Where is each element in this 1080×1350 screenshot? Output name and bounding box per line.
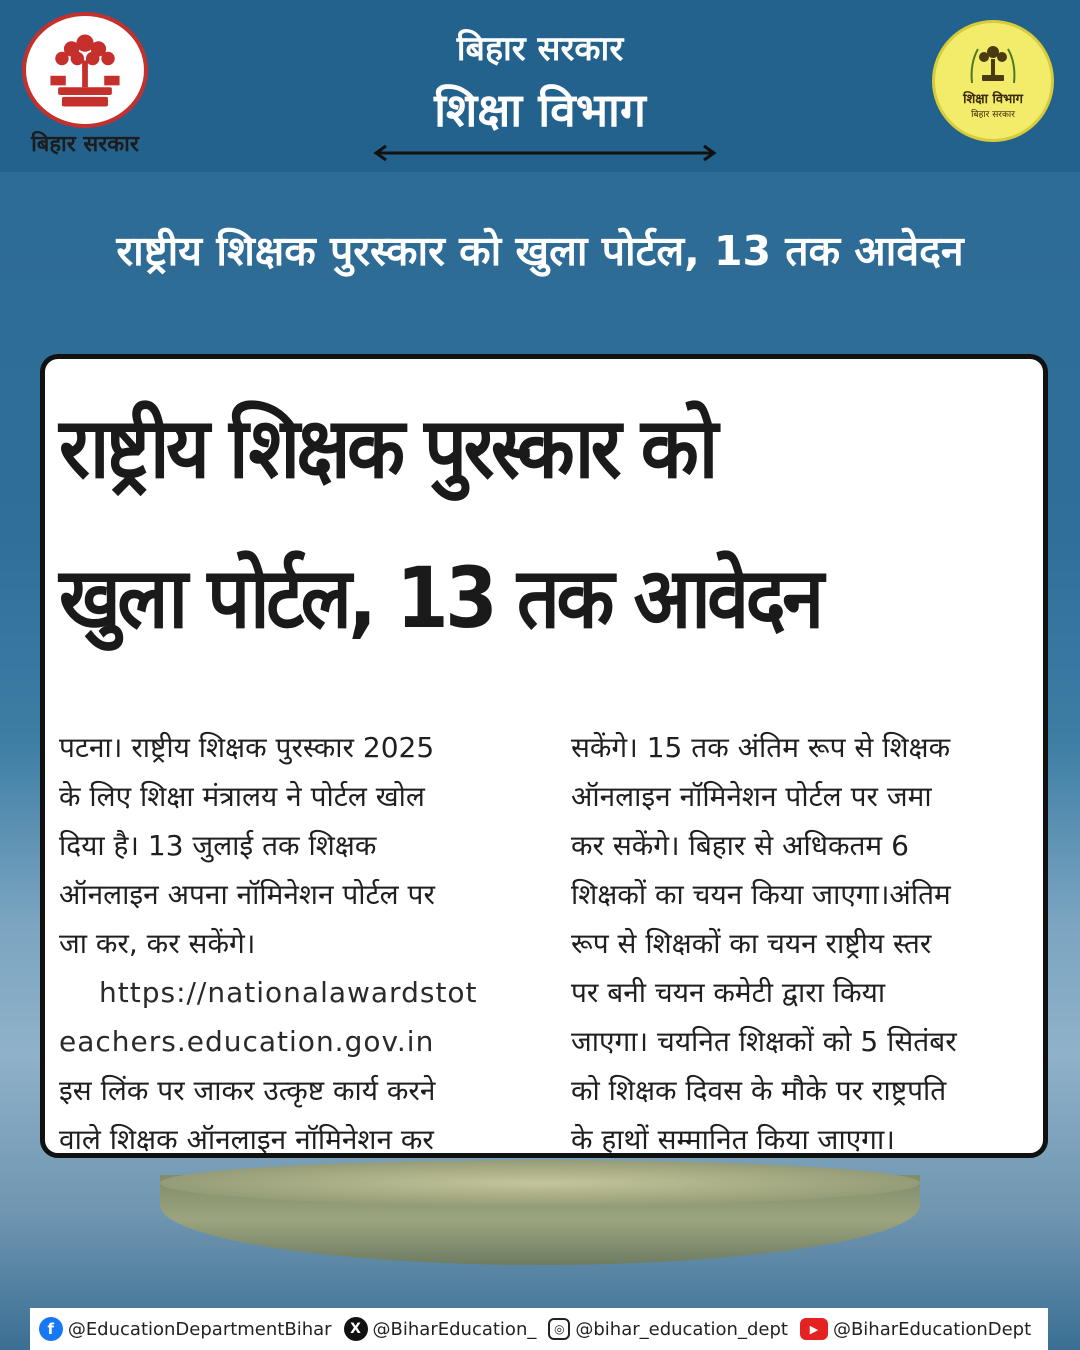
article-line: वाले शिक्षक ऑनलाइन नॉमिनेशन कर	[59, 1123, 434, 1156]
article-line: जाएगा। चयनित शिक्षकों को 5 सितंबर	[571, 1025, 957, 1058]
x-icon: X	[344, 1317, 368, 1341]
clipping-headline-line: राष्ट्रीय शिक्षक पुरस्कार को	[59, 399, 715, 497]
instagram-handle: @bihar_education_dept	[575, 1318, 788, 1340]
clipping-headline	[59, 373, 1029, 673]
facebook-handle: @EducationDepartmentBihar	[67, 1318, 332, 1340]
article-line: सकेंगे। 15 तक अंतिम रूप से शिक्षक	[571, 731, 951, 764]
article-right-column	[571, 723, 1033, 1158]
right-emblem-line2: बिहार सरकार	[971, 109, 1015, 120]
article-line: के हाथों सम्मानित किया जाएगा।	[571, 1123, 895, 1156]
article-line: जा कर, कर सकेंगे।	[59, 927, 256, 960]
article-line: के लिए शिक्षा मंत्रालय ने पोर्टल खोल	[59, 780, 425, 813]
header-title-big: शिक्षा विभाग	[434, 83, 646, 137]
pedestal-rim-decoration	[160, 1160, 920, 1206]
social-footer	[30, 1308, 1048, 1350]
facebook-link[interactable]	[39, 1317, 340, 1341]
double-arrow-icon	[372, 144, 718, 162]
article-line: कर सकेंगे। बिहार से अधिकतम 6	[571, 829, 909, 862]
header	[0, 0, 1080, 172]
article-line: को शिक्षक दिवस के मौके पर राष्ट्रपति	[571, 1074, 947, 1107]
x-link[interactable]	[344, 1317, 545, 1341]
article-url-line: eachers.education.gov.in	[59, 1025, 435, 1058]
article-url-line: https://nationalawardstot	[99, 976, 478, 1009]
article-line: पटना। राष्ट्रीय शिक्षक पुरस्कार 2025	[59, 731, 435, 764]
newspaper-clipping	[40, 354, 1048, 1158]
article-line: इस लिंक पर जाकर उत्कृष्ट कार्य करने	[59, 1074, 436, 1107]
youtube-icon: ▶	[800, 1318, 828, 1340]
article-line: पर बनी चयन कमेटी द्वारा किया	[571, 976, 886, 1009]
article-line: ऑनलाइन नॉमिनेशन पोर्टल पर जमा	[571, 780, 932, 813]
article-line: शिक्षकों का चयन किया जाएगा।अंतिम	[571, 878, 951, 911]
article-line: ऑनलाइन अपना नॉमिनेशन पोर्टल पर	[59, 878, 435, 911]
facebook-icon: f	[39, 1317, 63, 1341]
header-title-small: बिहार सरकार	[456, 29, 624, 69]
clipping-headline-line: खुला पोर्टल, 13 तक आवेदन	[59, 549, 821, 647]
page-headline: राष्ट्रीय शिक्षक पुरस्कार को खुला पोर्टल, 13 तक आवेदन	[116, 227, 964, 275]
instagram-link[interactable]	[548, 1318, 796, 1340]
shiksha-vibhag-emblem-icon	[932, 20, 1054, 142]
youtube-link[interactable]	[800, 1318, 1039, 1340]
bihar-emblem-icon	[22, 12, 148, 128]
article-line: दिया है। 13 जुलाई तक शिक्षक	[59, 829, 377, 862]
x-handle: @BiharEducation_	[372, 1318, 537, 1340]
right-emblem-line1: शिक्षा विभाग	[963, 91, 1023, 107]
youtube-handle: @BiharEducationDept	[832, 1318, 1032, 1340]
article-left-column	[59, 723, 521, 1158]
emblem-left-label: बिहार सरकार	[31, 131, 139, 157]
instagram-icon: ◎	[548, 1318, 570, 1340]
article-line: रूप से शिक्षकों का चयन राष्ट्रीय स्तर	[571, 927, 932, 960]
